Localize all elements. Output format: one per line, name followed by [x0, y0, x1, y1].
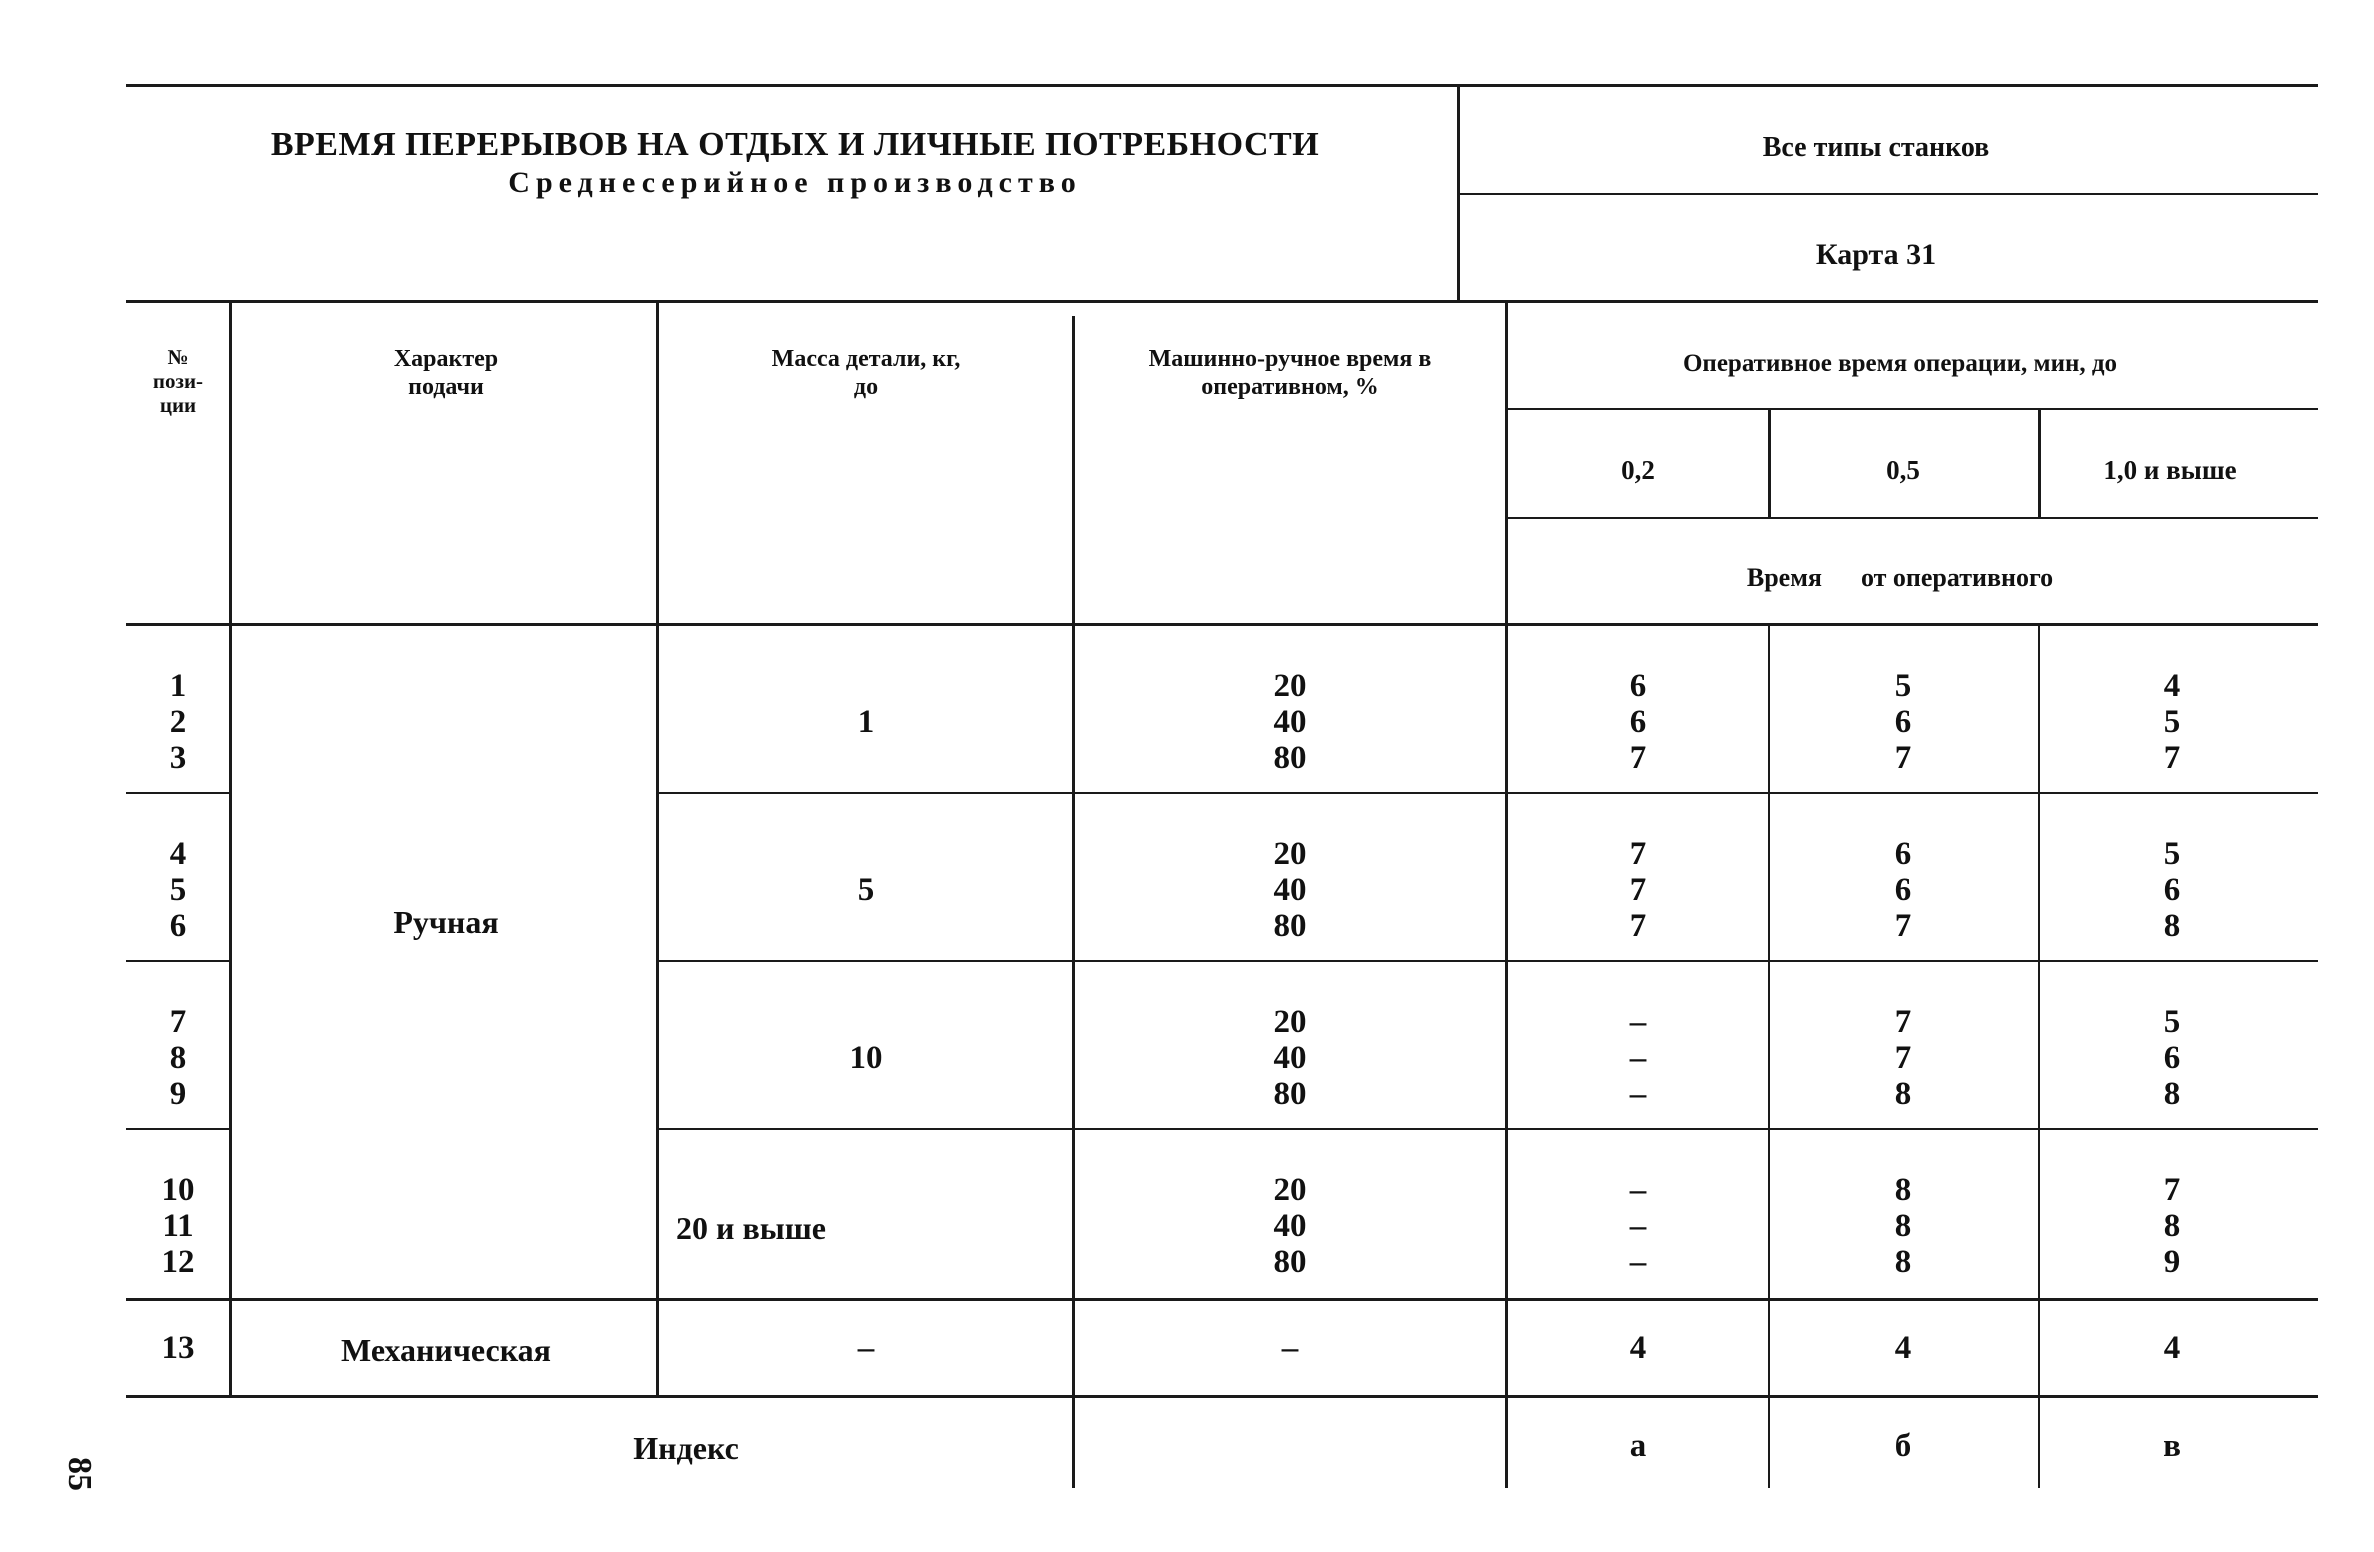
val-c: 8 [2163, 908, 2181, 944]
header-time-from-operative: Время от оперативного [1746, 563, 2054, 592]
c-group-4 [2164, 1172, 2181, 1280]
header-op-05: 0,5 [1886, 455, 1920, 485]
val-c: 6 [2163, 872, 2181, 908]
mr: 20 [1273, 668, 1307, 704]
index-c: в [2163, 1428, 2181, 1464]
col-divider-mr [1505, 300, 1508, 1488]
mr-group-2 [1274, 836, 1307, 944]
mr: 40 [1273, 704, 1307, 740]
val-b: 7 [1894, 740, 1912, 776]
pos: 12 [161, 1244, 195, 1280]
mr: 80 [1273, 740, 1307, 776]
val-c: 8 [2163, 1076, 2181, 1112]
mr-group-1 [1274, 668, 1307, 776]
col-divider-pos [229, 300, 232, 1397]
header-mass: Масса детали, кг, до [771, 346, 961, 400]
val-b: 8 [1894, 1172, 1912, 1208]
col-divider-a-top [1768, 408, 1771, 519]
group3-bottom-right [658, 1128, 2318, 1130]
feed-manual: Ручная [393, 904, 499, 940]
mr: 20 [1273, 836, 1307, 872]
opt-divider [1508, 408, 2318, 410]
val-c: 5 [2163, 1004, 2181, 1040]
header-operative-time: Оперативное время операции, мин, до [1682, 350, 2118, 377]
col-divider-b [2038, 623, 2040, 1488]
a-group-3 [1630, 1004, 1647, 1112]
col-divider-b-top [2038, 408, 2041, 519]
feed-mechanical: Механическая [341, 1332, 551, 1368]
table-title: ВРЕМЯ ПЕРЕРЫВОВ НА ОТДЫХ И ЛИЧНЫЕ ПОТРЕБНОСТИ [270, 126, 1320, 163]
val-a: – [1629, 1004, 1647, 1040]
mr: 80 [1273, 908, 1307, 944]
pos: 9 [169, 1076, 187, 1112]
group3-bottom [126, 1128, 230, 1130]
row13-bottom [126, 1395, 2318, 1398]
header-op-02: 0,2 [1621, 455, 1655, 485]
mr: 40 [1273, 1040, 1307, 1076]
val-b: 8 [1894, 1208, 1912, 1244]
col-divider-feed [656, 300, 659, 1397]
index-a: а [1629, 1428, 1647, 1464]
header-op-10: 1,0 и выше [2103, 455, 2237, 485]
val-c: 5 [2163, 836, 2181, 872]
val-b: 7 [1894, 1004, 1912, 1040]
row13-mr: – [1281, 1330, 1299, 1366]
row13-position: 13 [161, 1330, 195, 1366]
val-c: 4 [2163, 668, 2181, 704]
b-group-1 [1895, 668, 1912, 776]
a-group-1 [1630, 668, 1647, 776]
mr: 20 [1273, 1004, 1307, 1040]
val-a: – [1629, 1172, 1647, 1208]
val-c: 6 [2163, 1040, 2181, 1076]
mass-group-3: 10 [849, 1040, 883, 1076]
positions-group-2 [170, 836, 187, 944]
a-group-2 [1630, 836, 1647, 944]
val-a: 7 [1629, 836, 1647, 872]
positions-group-3 [170, 1004, 187, 1112]
val-a: 6 [1629, 704, 1647, 740]
val-b: 6 [1894, 836, 1912, 872]
group2-bottom-right [658, 960, 2318, 962]
header-feed: Характер подачи [393, 346, 499, 400]
pos: 2 [169, 704, 187, 740]
positions-group-4 [162, 1172, 195, 1280]
val-a: 7 [1629, 872, 1647, 908]
val-b: 7 [1894, 1040, 1912, 1076]
c-group-1 [2164, 668, 2181, 776]
col-divider-a [1768, 623, 1770, 1488]
pos: 5 [169, 872, 187, 908]
val-b: 8 [1894, 1244, 1912, 1280]
mass-group-4: 20 и выше [676, 1210, 826, 1246]
header-divider-right [1460, 193, 2318, 195]
val-b: 8 [1894, 1076, 1912, 1112]
header-vertical-divider [1457, 84, 1460, 302]
group1-bottom [126, 792, 230, 794]
opt-divider-2 [1508, 517, 2318, 519]
row13-b: 4 [1894, 1330, 1912, 1366]
mr: 40 [1273, 872, 1307, 908]
mr: 80 [1273, 1076, 1307, 1112]
a-group-4 [1630, 1172, 1647, 1280]
mr: 20 [1273, 1172, 1307, 1208]
mr-group-4 [1274, 1172, 1307, 1280]
pos: 3 [169, 740, 187, 776]
mr-group-3 [1274, 1004, 1307, 1112]
val-a: 6 [1629, 668, 1647, 704]
val-a: – [1629, 1244, 1647, 1280]
index-b: б [1894, 1428, 1912, 1464]
val-a: 7 [1629, 740, 1647, 776]
b-group-3 [1895, 1004, 1912, 1112]
val-c: 7 [2163, 740, 2181, 776]
val-c: 7 [2163, 1172, 2181, 1208]
row13-a: 4 [1629, 1330, 1647, 1366]
val-b: 7 [1894, 908, 1912, 944]
subheader-bottom-border [126, 623, 2318, 626]
col-divider-mass [1072, 316, 1075, 1488]
mass-group-1: 1 [857, 704, 875, 740]
header-position: № пози-ции [152, 345, 204, 417]
val-c: 9 [2163, 1244, 2181, 1280]
mr: 80 [1273, 1244, 1307, 1280]
val-c: 8 [2163, 1208, 2181, 1244]
page-number: 85 [61, 1457, 98, 1491]
val-a: – [1629, 1076, 1647, 1112]
group4-bottom [126, 1298, 2318, 1301]
b-group-4 [1895, 1172, 1912, 1280]
pos: 6 [169, 908, 187, 944]
val-b: 5 [1894, 668, 1912, 704]
mass-group-2: 5 [857, 872, 875, 908]
val-b: 6 [1894, 704, 1912, 740]
pos: 4 [169, 836, 187, 872]
positions-group-1 [170, 668, 187, 776]
row13-c: 4 [2163, 1330, 2181, 1366]
table-subtitle: Среднесерийное производство [508, 166, 1082, 199]
val-c: 5 [2163, 704, 2181, 740]
group2-bottom [126, 960, 230, 962]
val-a: – [1629, 1040, 1647, 1076]
header-machine-manual: Машинно-ручное время в оперативном, % [1148, 346, 1432, 400]
c-group-3 [2164, 1004, 2181, 1112]
pos: 10 [161, 1172, 195, 1208]
group1-bottom-right [658, 792, 2318, 794]
mr: 40 [1273, 1208, 1307, 1244]
pos: 8 [169, 1040, 187, 1076]
val-b: 6 [1894, 872, 1912, 908]
machine-types: Все типы станков [1762, 132, 1990, 163]
pos: 7 [169, 1004, 187, 1040]
table-top-border [126, 84, 2318, 87]
index-label: Индекс [633, 1430, 739, 1466]
card-number: Карта 31 [1815, 238, 1937, 271]
header-bottom-border [126, 300, 2318, 303]
row13-mass: – [857, 1330, 875, 1366]
pos: 1 [169, 668, 187, 704]
b-group-2 [1895, 836, 1912, 944]
val-a: 7 [1629, 908, 1647, 944]
c-group-2 [2164, 836, 2181, 944]
val-a: – [1629, 1208, 1647, 1244]
pos: 11 [162, 1208, 194, 1244]
